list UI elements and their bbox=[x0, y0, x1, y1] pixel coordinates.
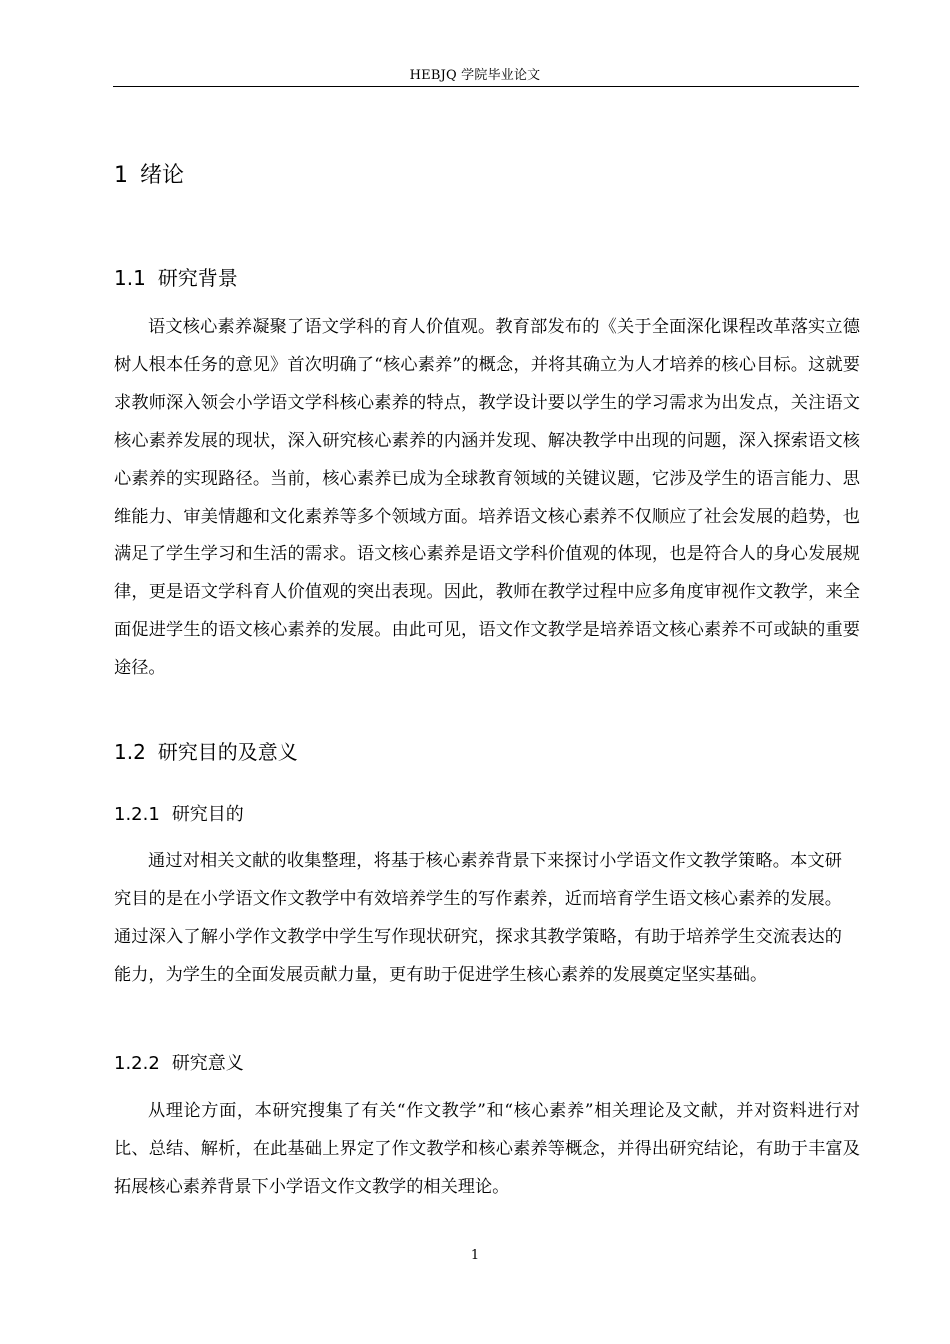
paragraph-research-purpose: 通过对相关文献的收集整理，将基于核心素养背景下来探讨小学语文作文教学策略。本文研究目的是在小学语文作文教学中有效培养学生的写作素养，近而培育学生语文核心素养的发展。通过深入了解小学作文教学中学生写作现状研究，探求其教学策略，有助于培养学生交流表达的能力，为学生的全面发展贡献力量，更有助于促进学生核心素养的发展奠定坚实基础。 bbox=[114, 851, 842, 985]
subsection-title: 研究意义 bbox=[171, 1053, 244, 1074]
running-header: HEBJQ 学院毕业论文 bbox=[409, 68, 541, 83]
section-title: 研究背景 bbox=[157, 266, 238, 290]
paragraph-research-significance: 从理论方面，本研究搜集了有关“作文教学”和“核心素养”相关理论及文献，并对资料进行对比、总结、解析，在此基础上界定了作文教学和核心素养等概念，并得出研究结论，有助于丰富及拓展核心素养背景下小学语文作文教学的相关理论。 bbox=[114, 1101, 860, 1197]
chapter-title: 绪论 bbox=[140, 163, 185, 188]
subsection-heading-1-2-2 bbox=[114, 1049, 244, 1075]
subsection-number: 1.2.2 bbox=[114, 1053, 160, 1074]
subsection-title: 研究目的 bbox=[171, 804, 244, 825]
subsection-heading-1-2-1 bbox=[114, 800, 244, 826]
section-heading-1-1 bbox=[114, 262, 238, 291]
section-heading-1-2 bbox=[114, 736, 298, 765]
section-number: 1.1 bbox=[114, 266, 146, 290]
section-number: 1.2 bbox=[114, 740, 146, 764]
chapter-heading bbox=[114, 158, 184, 189]
chapter-number: 1 bbox=[114, 163, 128, 188]
paragraph-research-background: 语文核心素养凝聚了语文学科的育人价值观。教育部发布的《关于全面深化课程改革落实立德树人根本任务的意见》首次明确了“核心素养”的概念，并将其确立为人才培养的核心目标。这就要求教师深入领会小学语文学科核心素养的特点，教学设计要以学生的学习需求为出发点，关注语文核心素养发展的现状，深入研究核心素养的内涵并发现、解决教学中出现的问题，深入探索语文核心素养的实现路径。当前，核心素养已成为全球教育领域的关键议题，它涉及学生的语言能力、思维能力、审美情趣和文化素养等多个领域方面。培养语文核心素养不仅顺应了社会发展的趋势，也满足了学生学习和生活的需求。语文核心素养是语文学科价值观的体现，也是符合人的身心发展规律，更是语文学科育人价值观的突出表现。因此，教师在教学过程中应多角度审视作文教学，来全面促进学生的语文核心素养的发展。由此可见，语文作文教学是培养语文核心素养不可或缺的重要途径。 bbox=[114, 317, 860, 679]
header-divider bbox=[113, 86, 859, 87]
page-number: 1 bbox=[470, 1248, 480, 1263]
subsection-number: 1.2.1 bbox=[114, 804, 160, 825]
section-title: 研究目的及意义 bbox=[157, 740, 298, 764]
